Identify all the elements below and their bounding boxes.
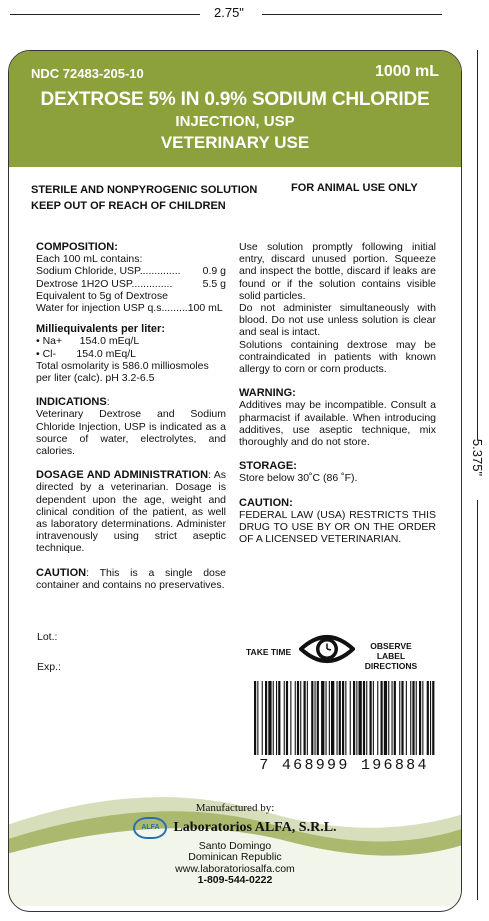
water-line: Water for injection USP q.s.........100 mL bbox=[36, 302, 223, 315]
indications-section: INDICATIONS: Veterinary Dextrose and Sodium Chloride Injection, USP is indicated as a source of water, electrolytes, and calories. bbox=[36, 396, 226, 458]
barcode-bar bbox=[345, 681, 346, 755]
barcode-bar bbox=[412, 681, 414, 755]
caution-left-section: CAUTION: This is a single dose container and contains no preservatives. bbox=[36, 566, 226, 591]
height-label: 5.375" bbox=[470, 438, 486, 477]
observe-text: OBSERVE LABEL DIRECTIONS bbox=[364, 641, 418, 671]
sterile-statement: STERILE AND NONPYROGENIC SOLUTION bbox=[31, 184, 258, 196]
barcode-bar bbox=[321, 681, 324, 755]
manufacturer-name: Laboratorios ALFA, S.R.L. bbox=[173, 819, 337, 835]
caution-right-heading: CAUTION: bbox=[239, 496, 293, 509]
manufactured-by: Manufactured by: bbox=[195, 802, 275, 814]
osmolarity: Total osmolarity is 586.0 milliosmoles bbox=[36, 359, 209, 372]
composition-heading: COMPOSITION: bbox=[36, 241, 118, 253]
allergy-paragraph: Solutions containing dextrose may be contraindicated in patients with known allergy to corn or corn products. bbox=[239, 338, 436, 376]
barcode-bar bbox=[300, 681, 301, 755]
dimension-line bbox=[10, 14, 200, 15]
barcode-bar bbox=[273, 681, 274, 755]
barcode-bar bbox=[432, 681, 434, 755]
barcode-digits: 7 468999 196884 bbox=[259, 757, 429, 774]
barcode-bar bbox=[295, 681, 296, 755]
barcode-bar bbox=[331, 681, 334, 755]
exp-label: Exp.: bbox=[37, 661, 61, 673]
barcode bbox=[244, 681, 444, 777]
item-value: 5.5 g bbox=[202, 277, 226, 290]
dimension-line bbox=[477, 500, 478, 900]
product-title: DEXTROSE 5% IN 0.9% SODIUM CHLORIDE bbox=[40, 89, 430, 110]
manufacturer-block bbox=[9, 803, 461, 887]
barcode-bar bbox=[339, 681, 341, 755]
barcode-bar bbox=[317, 681, 319, 755]
barcode-bar bbox=[297, 681, 299, 755]
barcode-bar bbox=[304, 681, 306, 755]
barcode-bar bbox=[265, 681, 267, 755]
warning-heading: WARNING: bbox=[239, 387, 296, 400]
children-statement: KEEP OUT OF REACH OF CHILDREN bbox=[31, 200, 226, 212]
barcode-bar bbox=[329, 681, 330, 755]
barcode-bar bbox=[401, 681, 403, 755]
composition-item bbox=[36, 278, 226, 290]
usage-paragraph: Use solution promptly following initial entry, discard unused portion. Squeeze and inspect the bottle, discard if leaks are found or if the solution contains visible solid particles. bbox=[239, 241, 436, 302]
width-label: 2.75" bbox=[214, 5, 244, 20]
indications-heading: INDICATIONS bbox=[36, 396, 107, 409]
barcode-bar bbox=[315, 681, 316, 755]
barcode-bar bbox=[353, 681, 355, 755]
barcode-bar bbox=[410, 681, 411, 755]
dosage-text: As directed by a veterinarian. Dosage is dependent upon the age, weight and clinical condition of the patient, as well as laboratory determinations. Administer intravenously using strict aseptic technique. bbox=[36, 469, 226, 555]
barcode-bar bbox=[384, 681, 387, 755]
dosage-heading: DOSAGE AND ADMINISTRATION bbox=[36, 469, 209, 482]
ph: per liter (calc). pH 3.2-6.5 bbox=[36, 372, 155, 385]
item-value: 0.9 g bbox=[202, 265, 226, 278]
barcode-bar bbox=[363, 681, 365, 755]
manufacturer-city: Santo Domingo bbox=[198, 839, 272, 852]
storage-text: Store below 30˚C (86 ˚F). bbox=[239, 472, 358, 485]
manufacturer-website: www.laboratoriosalfa.com bbox=[175, 862, 295, 875]
barcode-bar bbox=[311, 681, 313, 755]
barcode-bar bbox=[406, 681, 407, 755]
barcode-bar bbox=[359, 681, 362, 755]
composition-intro: Each 100 mL contains: bbox=[36, 253, 143, 266]
barcode-bar bbox=[381, 681, 383, 755]
alfa-logo-icon: ALFA bbox=[133, 817, 167, 839]
storage-heading: STORAGE: bbox=[239, 460, 297, 473]
barcode-bar bbox=[394, 681, 396, 755]
caution-heading: CAUTION bbox=[36, 566, 87, 579]
blood-paragraph: Do not administer simultaneously with blood. Do not use unless solution is clear and seal is intact. bbox=[239, 302, 436, 339]
barcode-bar bbox=[388, 681, 389, 755]
barcode-bar bbox=[422, 681, 423, 755]
barcode-bar bbox=[337, 681, 338, 755]
meq-heading: Milliequivalents per liter: bbox=[36, 323, 165, 336]
barcode-bar bbox=[284, 681, 285, 755]
barcode-bar bbox=[430, 681, 431, 755]
caution-right-text: FEDERAL LAW (USA) RESTRICTS THIS DRUG TO USE BY OR ON THE ORDER OF A LICENSED VETERINARIAN. bbox=[239, 508, 436, 546]
sodium-meq: • Na+ 154.0 mEq/L bbox=[36, 335, 140, 348]
manufacturer-phone: 1-809-544-0222 bbox=[197, 874, 273, 886]
barcode-bar bbox=[268, 681, 271, 755]
barcode-bar bbox=[366, 681, 367, 755]
barcode-bar bbox=[342, 681, 344, 755]
barcode-bar bbox=[286, 681, 288, 755]
barcode-bar bbox=[262, 681, 263, 755]
barcode-bar bbox=[278, 681, 280, 755]
warning-text: Additives may be incompatible. Consult a pharmacist if available. When introducing additives, use aseptic technique, mix thoroughly and do not store. bbox=[239, 399, 436, 449]
barcode-bar bbox=[350, 681, 351, 755]
product-use: VETERINARY USE bbox=[160, 133, 310, 152]
dimension-line bbox=[477, 50, 478, 440]
barcode-bar bbox=[356, 681, 357, 755]
barcode-bar bbox=[290, 681, 291, 755]
product-subtitle: INJECTION, USP bbox=[175, 113, 295, 130]
item-name: Dextrose 1H2O USP.............. bbox=[36, 277, 173, 290]
manufacturer-country: Dominican Republic bbox=[188, 851, 282, 863]
barcode-bar bbox=[257, 681, 258, 755]
item-name: Sodium Chloride, USP.............. bbox=[36, 265, 181, 278]
caution-text: This is a single dose container and contains no preservatives. bbox=[36, 566, 226, 591]
barcode-bar bbox=[276, 681, 277, 755]
indications-text: Veterinary Dextrose and Sodium Chloride Injection, USP is indicated as a source of water, electrolytes, and calories. bbox=[36, 408, 226, 458]
ndc-number: NDC 72483-205-10 bbox=[31, 66, 144, 81]
barcode-bar bbox=[307, 681, 308, 755]
barcode-bar bbox=[419, 681, 421, 755]
dimension-line bbox=[262, 14, 442, 15]
barcode-bars bbox=[244, 681, 444, 761]
barcode-bar bbox=[399, 681, 400, 755]
height-dimension bbox=[467, 30, 489, 910]
dosage-section: DOSAGE AND ADMINISTRATION: As directed by a veterinarian. Dosage is dependent upon the age, weight and clinical condition of the patient, as well as laboratory determinations. Administer intravenously using strict aseptic technique. bbox=[36, 469, 226, 555]
product-label bbox=[8, 50, 462, 912]
barcode-bar bbox=[416, 681, 417, 755]
lot-label: Lot.: bbox=[37, 631, 58, 643]
manufacturer-row bbox=[9, 817, 461, 839]
barcode-bar bbox=[254, 681, 256, 755]
barcode-bar bbox=[370, 681, 372, 755]
left-column bbox=[36, 241, 226, 591]
barcode-bar bbox=[377, 681, 378, 755]
animal-use-statement: FOR ANIMAL USE ONLY bbox=[291, 182, 418, 194]
composition-item bbox=[36, 265, 226, 277]
right-column bbox=[239, 241, 436, 545]
chloride-meq: • Cl- 154.0 mEq/L bbox=[36, 347, 136, 360]
volume: 1000 mL bbox=[374, 63, 439, 80]
barcode-bar bbox=[392, 681, 393, 755]
statements bbox=[31, 182, 257, 214]
take-time-text: TAKE TIME bbox=[246, 647, 292, 657]
dextrose-equivalent: Equivalent to 5g of Dextrose bbox=[36, 289, 168, 302]
eye-clock-icon bbox=[299, 631, 355, 667]
width-dimension bbox=[0, 4, 489, 24]
barcode-bar bbox=[427, 681, 429, 755]
barcode-bar bbox=[373, 681, 374, 755]
header-band bbox=[9, 51, 461, 167]
barcode-bar bbox=[326, 681, 327, 755]
